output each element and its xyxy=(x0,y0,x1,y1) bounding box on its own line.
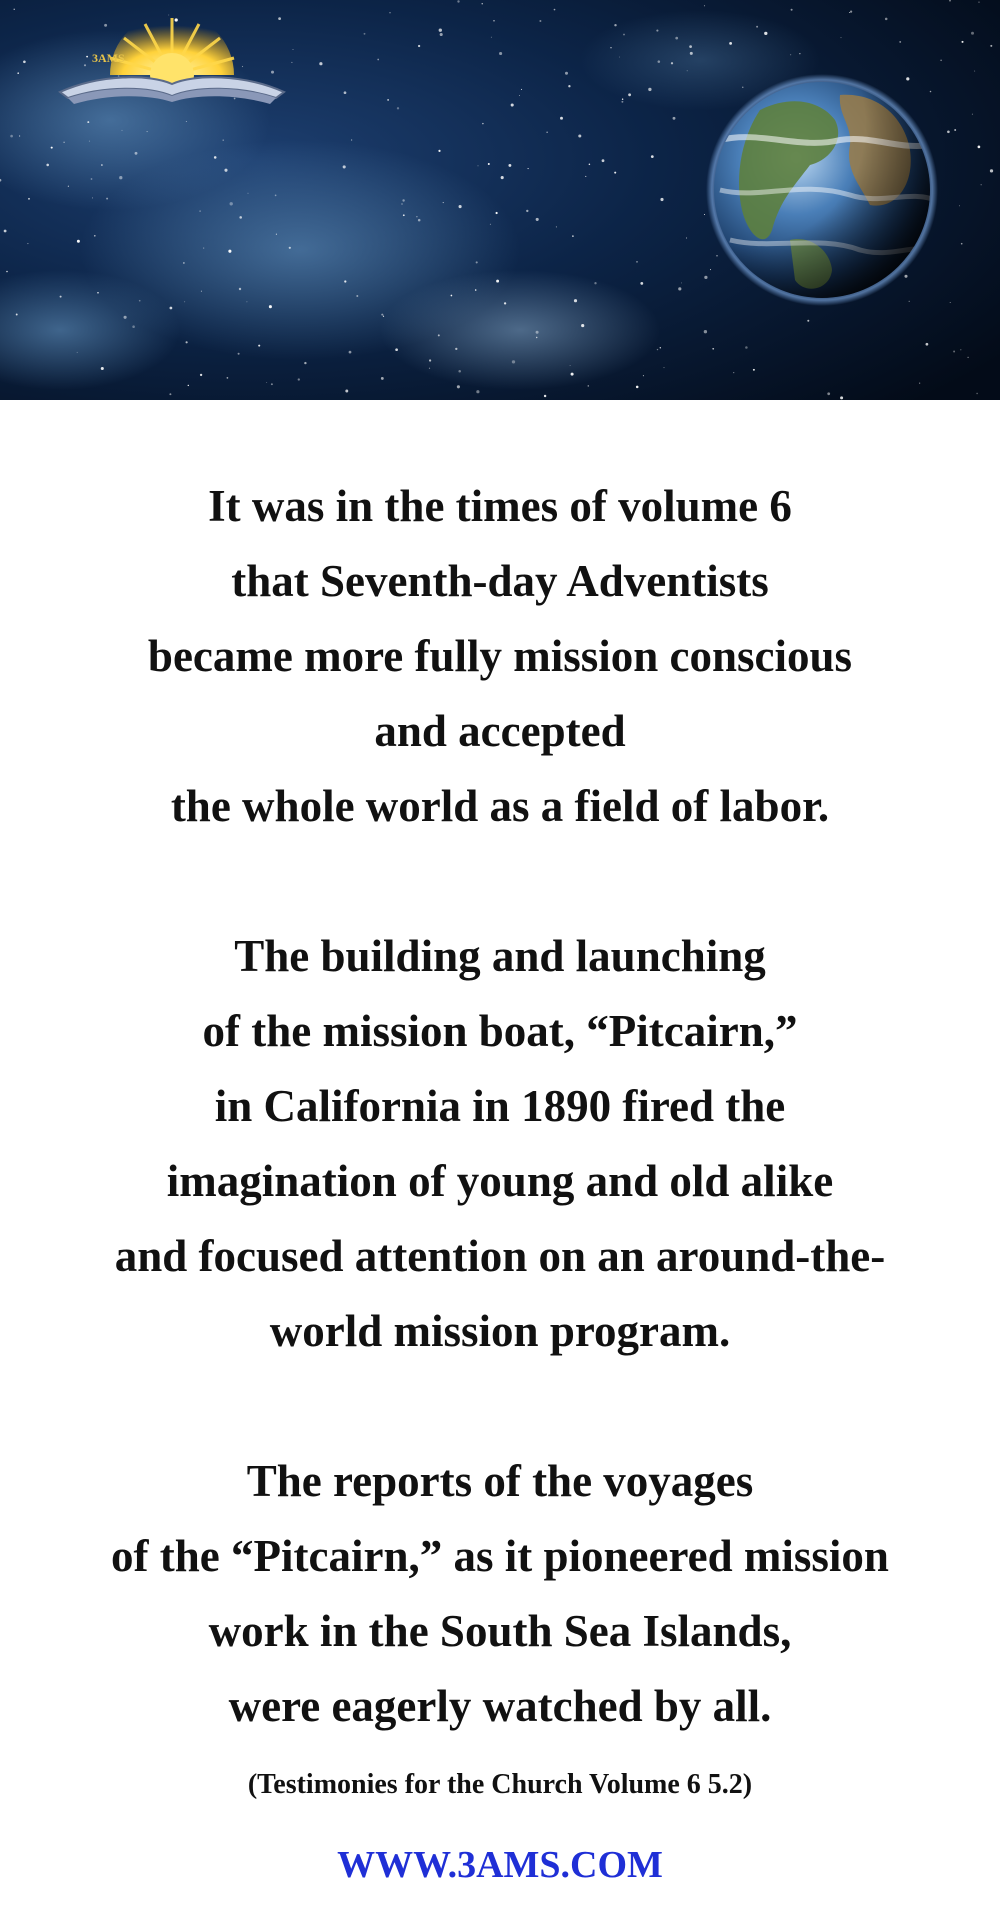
quote-line: and focused attention on an around-the- xyxy=(114,1231,886,1281)
website-link[interactable]: WWW.3AMS.COM xyxy=(337,1844,663,1886)
quote-line: The reports of the voyages xyxy=(246,1456,754,1506)
quote-line: of the mission boat, “Pitcairn,” xyxy=(202,1006,798,1056)
logo-text: 3AMS xyxy=(92,51,125,65)
quote-line: world mission program. xyxy=(269,1306,731,1356)
earth-globe xyxy=(706,74,938,306)
quote-line: of the “Pitcairn,” as it pioneered mission xyxy=(111,1531,889,1581)
quote-line: the whole world as a field of labor. xyxy=(170,781,830,831)
quote-line: in California in 1890 fired the xyxy=(214,1081,786,1131)
quote-line: The building and launching xyxy=(234,931,766,981)
quote-line: were eagerly watched by all. xyxy=(228,1681,772,1731)
quote-line: that Seventh-day Adventists xyxy=(231,556,769,606)
quote-line: work in the South Sea Islands, xyxy=(208,1606,792,1656)
quote-section xyxy=(0,400,1000,1922)
space-banner xyxy=(0,0,1000,400)
citation: (Testimonies for the Church Volume 6 5.2) xyxy=(247,1769,753,1800)
quote-line: and accepted xyxy=(374,706,626,756)
space-earth-image xyxy=(0,0,1000,400)
quote-line: became more fully mission conscious xyxy=(147,631,853,681)
quote-line: imagination of young and old alike xyxy=(166,1156,834,1206)
quote-line: It was in the times of volume 6 xyxy=(208,481,792,531)
